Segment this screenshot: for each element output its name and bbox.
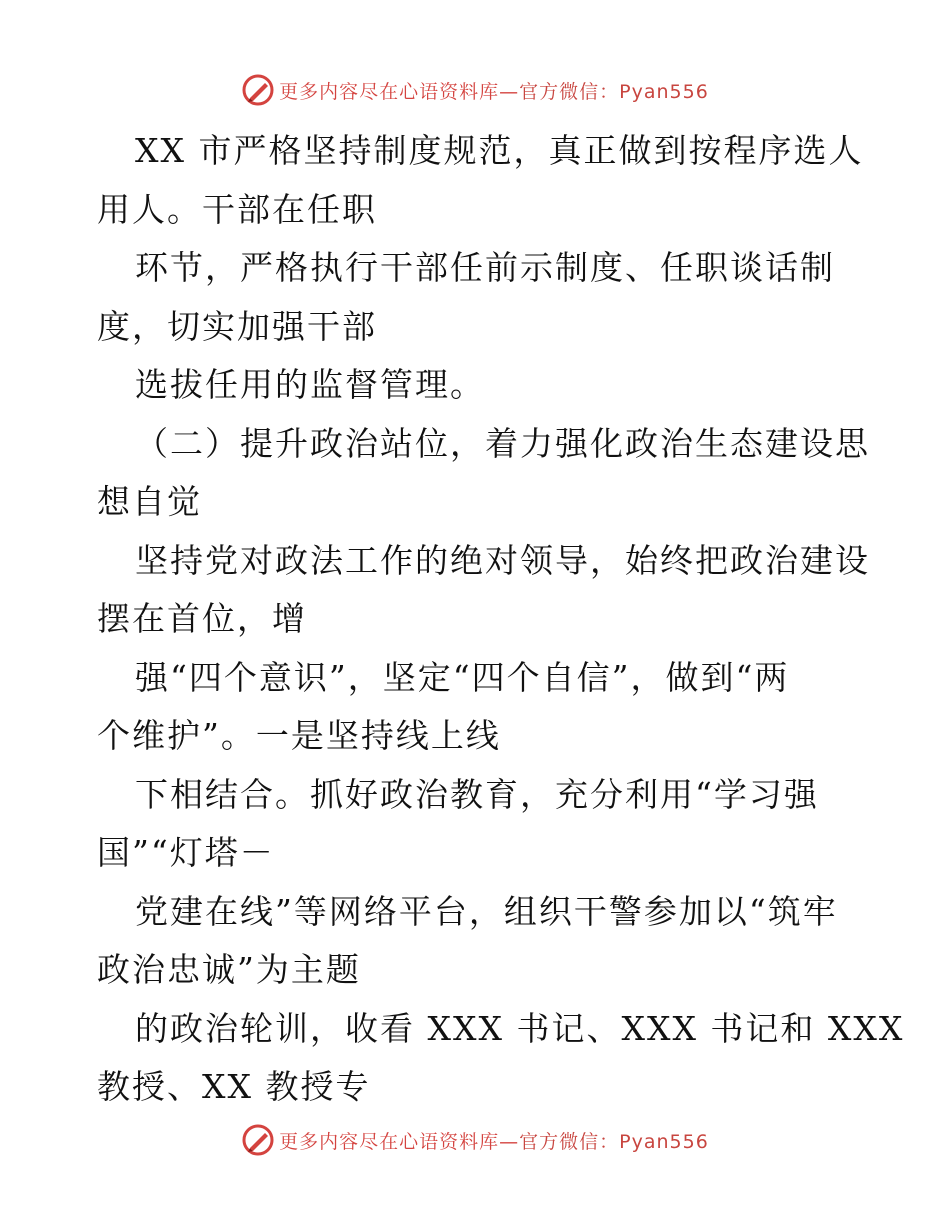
text-line: 的政治轮训，收看 XXX 书记、XXX 书记和 XXX	[135, 1008, 905, 1048]
section-heading: （二）提升政治站位，着力强化政治生态建设思	[135, 423, 870, 463]
text-line: 国”“灯塔－	[97, 833, 275, 872]
banner-title: 更多内容尽在心语资料库	[279, 1130, 500, 1153]
text-line: 度，切实加强干部	[97, 306, 377, 346]
document-body	[97, 122, 905, 1117]
text-line: 选拔任用的监督管理。	[135, 365, 485, 404]
text-line: 强“四个意识”，坚定“四个自信”，做到“两	[135, 657, 790, 697]
text-line: 政治忠诚”为主题	[97, 950, 361, 989]
banner-wechat: 官方微信：Pyan556	[519, 80, 709, 103]
text-line: 摆在首位，增	[97, 599, 307, 638]
section-heading-cont: 想自觉	[97, 482, 202, 521]
banner-separator: —	[499, 80, 520, 103]
text-line: 教授、XX 教授专	[97, 1067, 371, 1106]
banner-separator: —	[499, 1130, 520, 1153]
text-line: 下相结合。抓好政治教育，充分利用“学习强	[135, 774, 819, 814]
text-line: 用人。干部在任职	[97, 189, 377, 229]
banner-text	[279, 1127, 709, 1154]
footer-banner	[0, 1120, 950, 1160]
text-line: XX 市严格坚持制度规范，真正做到按程序选人	[135, 131, 864, 170]
text-line: 坚持党对政法工作的绝对领导，始终把政治建设	[135, 540, 870, 580]
banner-wechat: 官方微信：Pyan556	[519, 1130, 709, 1153]
text-line: 党建在线”等网络平台，组织干警参加以“筑牢	[135, 891, 838, 931]
header-banner	[0, 70, 950, 110]
banner-title: 更多内容尽在心语资料库	[279, 80, 500, 103]
banner-text	[279, 77, 709, 104]
text-line: 环节，严格执行干部任前示制度、任职谈话制	[135, 248, 835, 287]
pen-logo-icon	[241, 1123, 275, 1157]
pen-logo-icon	[241, 73, 275, 107]
text-line: 个维护”。一是坚持线上线	[97, 716, 501, 755]
